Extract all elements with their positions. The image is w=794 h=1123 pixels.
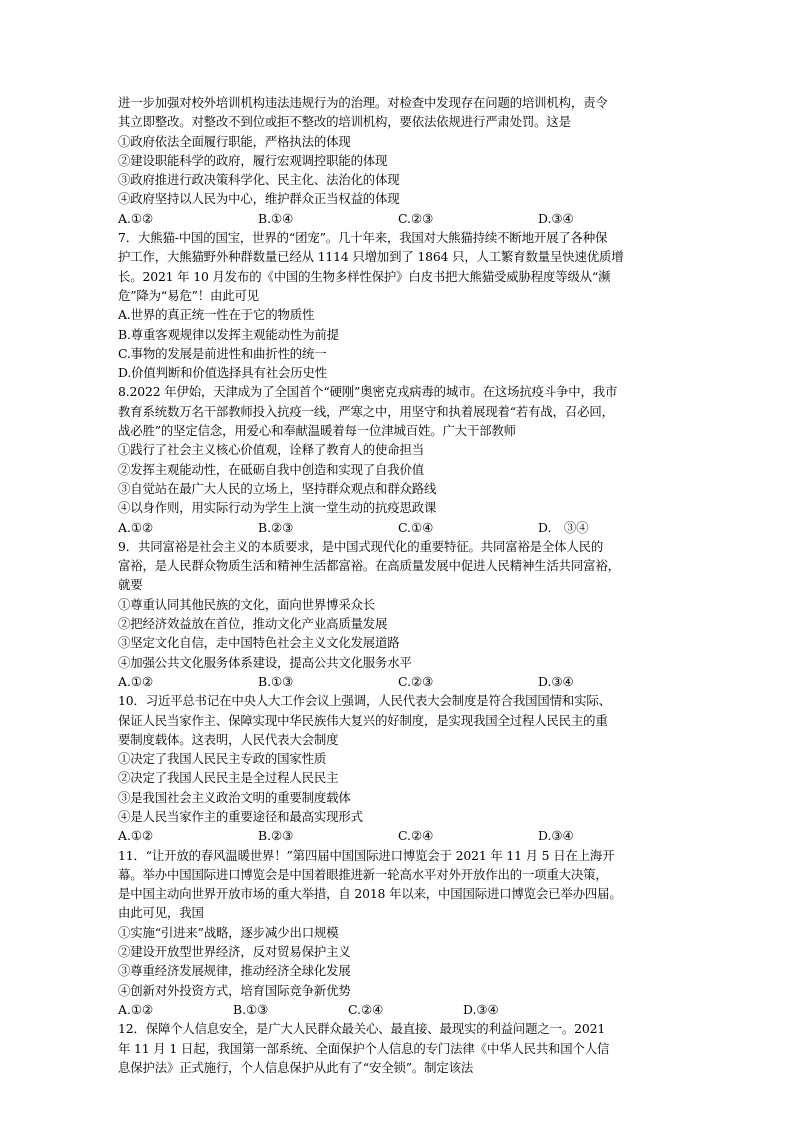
question-8 xyxy=(118,382,680,536)
question-6-option-a: A.①② xyxy=(118,210,154,226)
question-12-text-line-3: 息保护法》正式施行，个人信息保护从此有了“安全锁”。制定该法 xyxy=(118,1059,474,1075)
question-11-option-a: A.①② xyxy=(118,1001,154,1017)
question-11-option-d: D.③④ xyxy=(463,1001,499,1017)
question-11-option-b: B.①③ xyxy=(233,1001,269,1017)
question-11-options xyxy=(118,1000,680,1019)
question-9-item-1: ①尊重认同其他民族的文化，面向世界博采众长 xyxy=(118,596,376,612)
question-9-options xyxy=(118,672,680,691)
question-9-text-line-1: 9．共同富裕是社会主义的本质要求，是中国式现代化的重要特征。共同富裕是全体人民的 xyxy=(118,538,604,554)
question-6-item-1: ①政府依法全面履行职能，严格执法的体现 xyxy=(118,133,351,149)
question-10-option-a: A.①② xyxy=(118,828,154,844)
question-9-option-b: B.①③ xyxy=(258,673,294,689)
question-10-item-2: ②决定了我国人民民主是全过程人民民主 xyxy=(118,770,339,786)
question-7-option-d: D.价值判断和价值选择具有社会历史性 xyxy=(118,365,327,381)
question-8-item-2: ②发挥主观能动性，在砥砺自我中创造和实现了自我价值 xyxy=(118,461,425,477)
question-11-text-line-2: 幕。举办中国国际进口博览会是中国着眼推进新一轮高水平对外开放作出的一项重大决策， xyxy=(118,866,608,882)
question-10-text-line-3: 要制度载体。这表明，人民代表大会制度 xyxy=(118,731,339,747)
question-7 xyxy=(118,228,680,382)
question-7-text-line-2: 护工作，大熊猫野外种群数量已经从 1114 只增加到了 1864 只，人工繁育数量呈快速优质增 xyxy=(118,249,624,265)
question-8-item-3: ③自觉站在最广大人民的立场上，坚持群众观点和群众路线 xyxy=(118,480,437,496)
question-7-text-line-3: 长。2021 年 10 月发布的《中国的生物多样性保护》白皮书把大熊猫受威胁程度等级从“濒 xyxy=(118,268,611,284)
question-11-option-c: C.②④ xyxy=(348,1001,384,1017)
question-10-options xyxy=(118,826,680,845)
question-9-text-line-3: 就要 xyxy=(118,577,143,593)
question-11-item-1: ①实施“引进来”战略，逐步减少出口规模 xyxy=(118,924,339,940)
question-10-item-4: ④是人民当家作主的重要途径和最高实现形式 xyxy=(118,808,363,824)
question-9-option-a: A.①② xyxy=(118,673,154,689)
question-12 xyxy=(118,1019,680,1077)
question-6-option-c: C.②③ xyxy=(398,210,434,226)
question-6-item-3: ③政府推进行政决策科学化、民主化、法治化的体现 xyxy=(118,172,400,188)
question-10 xyxy=(118,691,680,845)
question-7-option-c: C.事物的发展是前进性和曲折性的统一 xyxy=(118,345,327,361)
question-8-item-1: ①践行了社会主义核心价值观，诠释了教育人的使命担当 xyxy=(118,442,425,458)
question-9-item-2: ②把经济效益放在首位，推动文化产业高质量发展 xyxy=(118,616,388,632)
question-6-option-d: D.③④ xyxy=(538,210,574,226)
exam-page xyxy=(118,93,680,1077)
question-8-item-4: ④以身作则，用实际行动为学生上演一堂生动的抗疫思政课 xyxy=(118,500,437,516)
question-10-item-1: ①决定了我国人民民主专政的国家性质 xyxy=(118,751,327,767)
question-9-item-3: ③坚定文化自信，走中国特色社会主义文化发展道路 xyxy=(118,635,400,651)
question-6-text-line-1: 进一步加强对校外培训机构违法违规行为的治理。对检查中发现存在问题的培训机构，责令 xyxy=(118,95,608,110)
question-6-options xyxy=(118,209,680,228)
question-8-option-d: D. ③④ xyxy=(538,519,589,535)
question-11 xyxy=(118,846,680,1020)
question-9 xyxy=(118,537,680,691)
question-10-option-b: B.②③ xyxy=(258,828,294,844)
question-9-option-c: C.②③ xyxy=(398,673,434,689)
question-7-option-a: A.世界的真正统一性在于它的物质性 xyxy=(118,307,315,323)
question-10-option-d: D.③④ xyxy=(538,828,574,844)
question-11-text-line-4: 由此可见，我国 xyxy=(118,905,204,921)
question-7-option-b: B.尊重客观规律以发挥主观能动性为前提 xyxy=(118,326,339,342)
question-8-option-b: B.②③ xyxy=(258,519,294,535)
question-8-option-a: A.①② xyxy=(118,519,154,535)
question-6 xyxy=(118,93,680,228)
question-11-item-3: ③尊重经济发展规律，推动经济全球化发展 xyxy=(118,963,351,979)
question-10-text-line-1: 10．习近平总书记在中央人大工作会议上强调，人民代表大会制度是符合我国国情和实际、 xyxy=(118,693,611,709)
question-11-item-2: ②建设开放型世界经济，反对贸易保护主义 xyxy=(118,944,351,960)
question-8-text-line-1: 8.2022 年伊始，天津成为了全国首个“硬刚”奥密克戎病毒的城市。在这场抗疫斗争中，我市 xyxy=(118,384,618,400)
question-8-text-line-2: 教育系统数万名干部教师投入抗疫一线，严寒之中，用坚守和执着展现着“若有战，召必回， xyxy=(118,403,614,419)
question-6-text-line-2: 其立即整改。对整改不到位或拒不整改的培训机构，要依法依规进行严肃处罚。这是 xyxy=(118,114,571,130)
question-12-text-line-1: 12．保障个人信息安全，是广大人民群众最关心、最直接、最现实的利益问题之一。2021 xyxy=(118,1021,606,1037)
question-6-item-2: ②建设职能科学的政府，履行宏观调控职能的体现 xyxy=(118,152,388,168)
question-7-text-line-4: 危”降为“易危”！由此可见 xyxy=(118,287,259,303)
question-10-item-3: ③是我国社会主义政治文明的重要制度载体 xyxy=(118,789,351,805)
question-11-text-line-1: 11．“让开放的春风温暖世界！”第四届中国国际进口博览会于 2021 年 11 月 5 日在上海开 xyxy=(118,847,615,863)
question-6-item-4: ④政府坚持以人民为中心，维护群众正当权益的体现 xyxy=(118,191,400,207)
question-8-text-line-3: 战必胜”的坚定信念，用爱心和奉献温暖着每一位津城百姓。广大干部教师 xyxy=(118,423,516,439)
question-9-option-d: D.③④ xyxy=(538,673,574,689)
question-8-options xyxy=(118,518,680,537)
question-9-text-line-2: 富裕，是人民群众物质生活和精神生活都富裕。在高质量发展中促进人民精神生活共同富裕， xyxy=(118,558,620,574)
question-8-option-c: C.①④ xyxy=(398,519,434,535)
question-11-item-4: ④创新对外投资方式，培育国际竞争新优势 xyxy=(118,982,351,998)
question-12-text-line-2: 年 11 月 1 日起，我国第一部系统、全面保护个人信息的专门法律《中华人民共和国个人信 xyxy=(118,1040,610,1056)
question-10-option-c: C.②④ xyxy=(398,828,434,844)
question-6-option-b: B.①④ xyxy=(258,210,294,226)
question-7-text-line-1: 7．大熊猫-中国的国宝，世界的“团宠”。几十年来，我国对大熊猫持续不断地开展了各种保 xyxy=(118,230,608,246)
question-11-text-line-3: 是中国主动向世界开放市场的重大举措，自 2018 年以来，中国国际进口博览会已举办四届。 xyxy=(118,886,622,902)
question-10-text-line-2: 保证人民当家作主、保障实现中华民族伟大复兴的好制度，是实现我国全过程人民民主的重 xyxy=(118,712,608,728)
question-9-item-4: ④加强公共文化服务体系建设，提高公共文化服务水平 xyxy=(118,654,412,670)
